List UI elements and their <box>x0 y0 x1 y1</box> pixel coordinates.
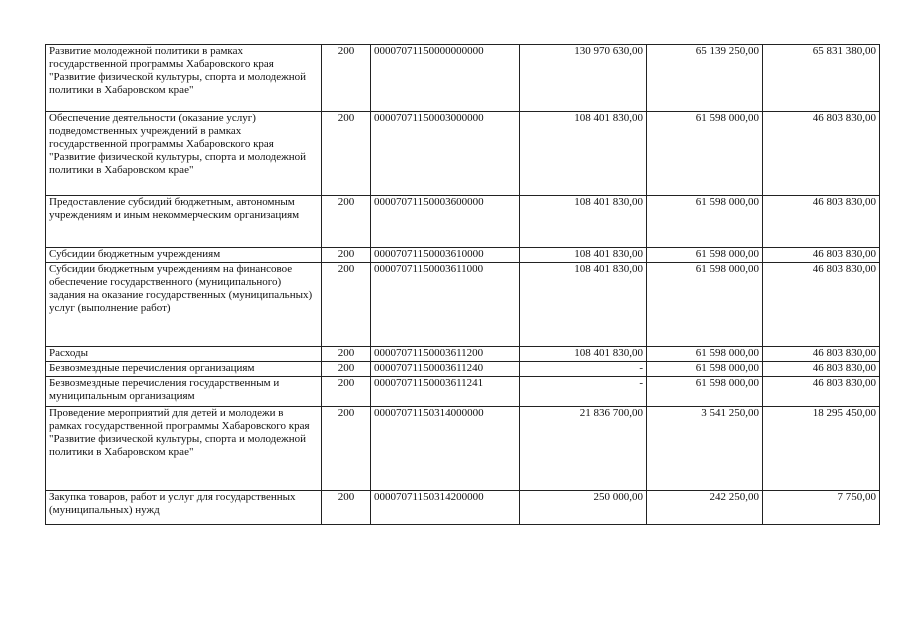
budget-classification-code-cell: 00007071150003000000 <box>371 112 520 196</box>
table-row <box>46 196 880 248</box>
admin-code-cell: 200 <box>322 362 371 377</box>
admin-code-cell: 200 <box>322 347 371 362</box>
amount-3-cell: 46 803 830,00 <box>763 362 880 377</box>
amount-3-cell: 46 803 830,00 <box>763 377 880 407</box>
amount-3-cell: 18 295 450,00 <box>763 407 880 491</box>
amount-1-cell: 21 836 700,00 <box>520 407 647 491</box>
expense-name-cell: Субсидии бюджетным учреждениям <box>46 248 322 263</box>
amount-2-cell: 61 598 000,00 <box>647 347 763 362</box>
expense-name-cell: Закупка товаров, работ и услуг для государственных (муниципальных) нужд <box>46 491 322 525</box>
amount-1-cell: - <box>520 362 647 377</box>
amount-1-cell: 108 401 830,00 <box>520 248 647 263</box>
amount-1-cell: 130 970 630,00 <box>520 45 647 112</box>
table-row <box>46 263 880 347</box>
amount-3-cell: 46 803 830,00 <box>763 263 880 347</box>
expense-name-cell: Безвозмездные перечисления государственным и муниципальным организациям <box>46 377 322 407</box>
budget-classification-code-cell: 00007071150003611240 <box>371 362 520 377</box>
table-row <box>46 491 880 525</box>
amount-2-cell: 61 598 000,00 <box>647 263 763 347</box>
amount-2-cell: 242 250,00 <box>647 491 763 525</box>
expense-name-cell: Расходы <box>46 347 322 362</box>
budget-classification-code-cell: 00007071150314000000 <box>371 407 520 491</box>
amount-3-cell: 46 803 830,00 <box>763 347 880 362</box>
admin-code-cell: 200 <box>322 407 371 491</box>
amount-3-cell: 46 803 830,00 <box>763 196 880 248</box>
expense-name-cell: Безвозмездные перечисления организациям <box>46 362 322 377</box>
amount-1-cell: - <box>520 377 647 407</box>
amount-2-cell: 61 598 000,00 <box>647 377 763 407</box>
amount-2-cell: 61 598 000,00 <box>647 362 763 377</box>
table-row <box>46 112 880 196</box>
budget-classification-code-cell: 00007071150314200000 <box>371 491 520 525</box>
budget-classification-code-cell: 00007071150003611000 <box>371 263 520 347</box>
admin-code-cell: 200 <box>322 491 371 525</box>
expense-name-cell: Обеспечение деятельности (оказание услуг) подведомственных учреждений в рамках государственной программы Хабаровского края "Развитие физической культуры, спорта и молодежной политики в Хабаровском крае" <box>46 112 322 196</box>
amount-2-cell: 61 598 000,00 <box>647 248 763 263</box>
budget-classification-code-cell: 00007071150003611241 <box>371 377 520 407</box>
budget-table <box>45 44 880 525</box>
admin-code-cell: 200 <box>322 263 371 347</box>
expense-name-cell: Проведение мероприятий для детей и молодежи в рамках государственной программы Хабаровского края "Развитие физической культуры, спорта и молодежной политики в Хабаровском крае" <box>46 407 322 491</box>
budget-classification-code-cell: 00007071150003600000 <box>371 196 520 248</box>
table-row <box>46 377 880 407</box>
expense-name-cell: Развитие молодежной политики в рамках государственной программы Хабаровского края "Развитие физической культуры, спорта и молодежной политики в Хабаровском крае" <box>46 45 322 112</box>
admin-code-cell: 200 <box>322 248 371 263</box>
amount-3-cell: 65 831 380,00 <box>763 45 880 112</box>
budget-table-body <box>46 45 880 525</box>
budget-classification-code-cell: 00007071150003610000 <box>371 248 520 263</box>
table-row <box>46 347 880 362</box>
admin-code-cell: 200 <box>322 45 371 112</box>
amount-2-cell: 61 598 000,00 <box>647 112 763 196</box>
table-row <box>46 248 880 263</box>
amount-1-cell: 108 401 830,00 <box>520 263 647 347</box>
table-row <box>46 362 880 377</box>
amount-1-cell: 250 000,00 <box>520 491 647 525</box>
amount-3-cell: 46 803 830,00 <box>763 248 880 263</box>
budget-classification-code-cell: 00007071150003611200 <box>371 347 520 362</box>
amount-3-cell: 46 803 830,00 <box>763 112 880 196</box>
amount-2-cell: 3 541 250,00 <box>647 407 763 491</box>
amount-1-cell: 108 401 830,00 <box>520 347 647 362</box>
admin-code-cell: 200 <box>322 377 371 407</box>
table-row <box>46 45 880 112</box>
amount-2-cell: 65 139 250,00 <box>647 45 763 112</box>
admin-code-cell: 200 <box>322 112 371 196</box>
expense-name-cell: Субсидии бюджетным учреждениям на финансовое обеспечение государственного (муниципального) задания на оказание государственных (муниципальных) услуг (выполнение работ) <box>46 263 322 347</box>
amount-3-cell: 7 750,00 <box>763 491 880 525</box>
table-row <box>46 407 880 491</box>
amount-1-cell: 108 401 830,00 <box>520 196 647 248</box>
amount-1-cell: 108 401 830,00 <box>520 112 647 196</box>
admin-code-cell: 200 <box>322 196 371 248</box>
budget-classification-code-cell: 00007071150000000000 <box>371 45 520 112</box>
expense-name-cell: Предоставление субсидий бюджетным, автономным учреждениям и иным некоммерческим организациям <box>46 196 322 248</box>
amount-2-cell: 61 598 000,00 <box>647 196 763 248</box>
